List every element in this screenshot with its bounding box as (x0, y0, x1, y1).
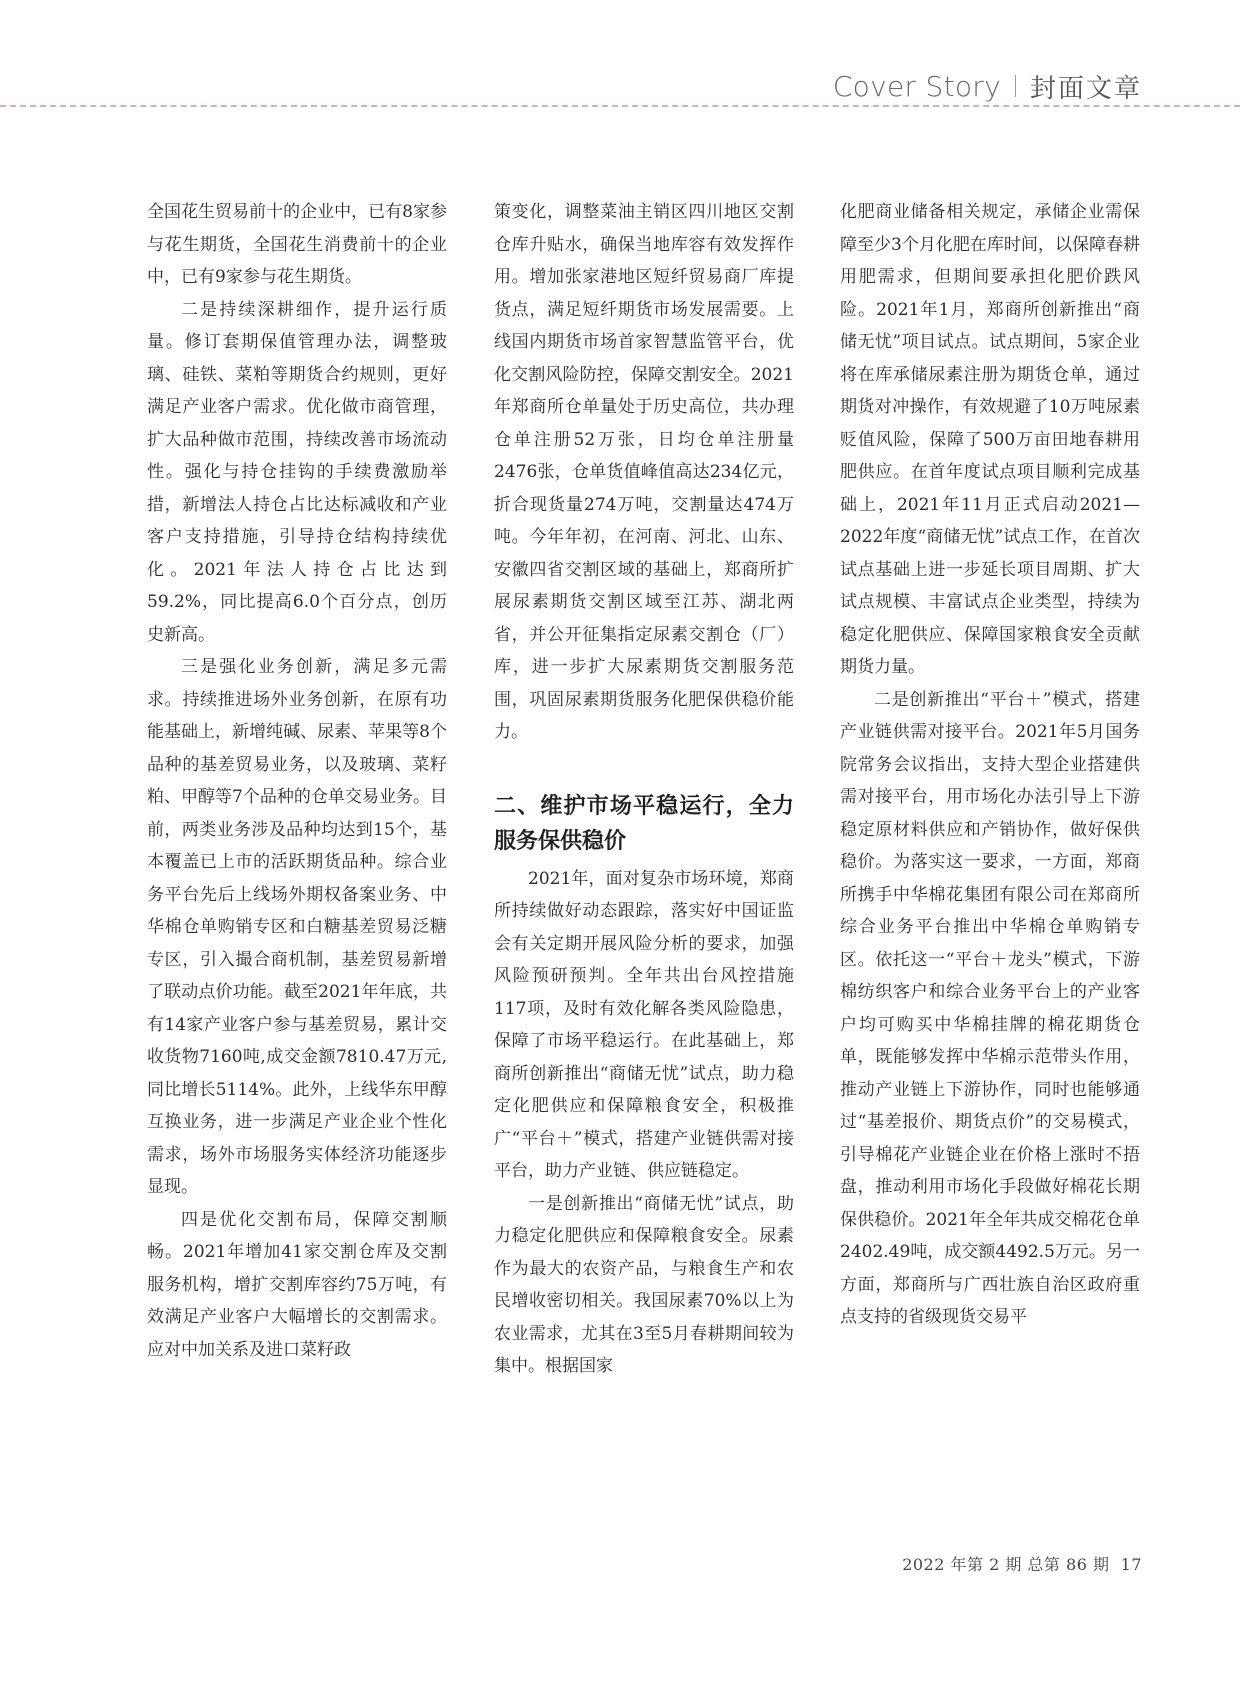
issue-info: 2022 年第 2 期 总第 86 期 (902, 1555, 1110, 1574)
body-paragraph: 策变化，调整菜油主销区四川地区交割仓库升贴水，确保当地库容有效发挥作用。增加张家港地区短纤贸易商厂库提货点，满足短纤期货市场发展需要。上线国内期货市场首家智慧监管平台，优化交割风险防控，保障交割安全。2021年郑商所仓单量处于历史高位，共办理仓单注册52万张，日均仓单注册量2476张，仓单货值峰值高达234亿元，折合现货量274万吨，交割量达474万吨。今年年初，在河南、河北、山东、安徽四省交割区域的基础上，郑商所扩展尿素期货交割区域至江苏、湖北两省，并公开征集指定尿素交割仓（厂）库，进一步扩大尿素期货交割服务范围，巩固尿素期货服务化肥保供稳价能力。 (494, 202, 794, 742)
text-column-1 (147, 196, 447, 1366)
body-paragraph: 二是创新推出“平台＋”模式，搭建产业链供需对接平台。2021年5月国务院常务会议指出，支持大型企业搭建供需对接平台，用市场化办法引导上下游稳定原材料供应和产销协作，做好保供稳价。为落实这一要求，一方面，郑商所携手中华棉花集团有限公司在郑商所综合业务平台推出中华棉仓单购销专区。依托这一“平台＋龙头”模式，下游棉纺织客户和综合业务平台上的产业客户均可购买中华棉挂牌的棉花期货仓单，既能够发挥中华棉示范带头作用，推动产业链上下游协作，同时也能够通过“基差报价、期货点价”的交易模式，引导棉花产业链企业在价格上涨时不捂盘，推动利用市场化手段做好棉花长期保供稳价。2021年全年共成交棉花仓单2402.49吨，成交额4492.5万元。另一方面，郑商所与广西壮族自治区政府重点支持的省级现货交易平 (840, 689, 1140, 1327)
body-paragraph: 2021年，面对复杂市场环境，郑商所持续做好动态跟踪，落实好中国证监会有关定期开展风险分析的要求，加强风险预研预判。全年共出台风控措施117项，及时有效化解各类风险隐患，保障了市场平稳运行。在此基础上，郑商所创新推出“商储无忧”试点，助力稳定化肥供应和保障粮食安全，积极推广“平台＋”模式，搭建产业链供需对接平台，助力产业链、供应链稳定。 (494, 868, 794, 1181)
section-heading: 二、维护市场平稳运行，全力服务保供稳价 (494, 793, 794, 854)
body-paragraph: 一是创新推出“商储无忧”试点，助力稳定化肥供应和保障粮食安全。尿素作为最大的农资产品，与粮食生产和农民增收密切相关。我国尿素70%以上为农业需求，尤其在3至5月春耕期间较为集中。根据国家 (494, 1193, 794, 1376)
text-column-2 (494, 196, 794, 1383)
page-number: 17 (1120, 1555, 1142, 1574)
body-paragraph: 化肥商业储备相关规定，承储企业需保障至少3个月化肥在库时间，以保障春耕用肥需求，但期间要承担化肥价跌风险。2021年1月，郑商所创新推出“商储无忧”项目试点。试点期间，5家企业将在库承储尿素注册为期货仓单，通过期货对冲操作，有效规避了10万吨尿素贬值风险，保障了500万亩田地春耕用肥供应。在首年度试点项目顺利完成基础上，2021年11月正式启动2021—2022年度“商储无忧”试点工作，在首次试点基础上进一步延长项目周期、扩大试点规模、丰富试点企业类型，持续为稳定化肥供应、保障国家粮食安全贡献期货力量。 (840, 202, 1140, 677)
running-header (833, 62, 1142, 110)
body-paragraph: 三是强化业务创新，满足多元需求。持续推进场外业务创新，在原有功能基础上，新增纯碱、尿素、苹果等8个品种的基差贸易业务，以及玻璃、菜籽粕、甲醇等7个品种的仓单交易业务。目前，两类业务涉及品种均达到15个，基本覆盖已上市的活跃期货品种。综合业务平台先后上线场外期权备案业务、中华棉仓单购销专区和白糖基差贸易泛糖专区，引入撮合商机制，基差贸易新增了联动点价功能。截至2021年年底，共有14家产业客户参与基差贸易，累计交收货物7160吨,成交金额7810.47万元,同比增长5114%。此外，上线华东甲醇互换业务，进一步满足产业企业个性化需求，场外市场服务实体经济功能逐步显现。 (147, 657, 447, 1197)
body-paragraph: 全国花生贸易前十的企业中，已有8家参与花生期货，全国花生消费前十的企业中，已有9家参与花生期货。 (147, 202, 447, 287)
body-paragraph: 四是优化交割布局，保障交割顺畅。2021年增加41家交割仓库及交割服务机构，增扩交割库容约75万吨，有效满足产业客户大幅增长的交割需求。应对中加关系及进口菜籽政 (147, 1209, 447, 1360)
text-column-3 (840, 196, 1140, 1334)
header-dashed-rule (0, 105, 1240, 107)
section-label-cn: 封面文章 (1029, 73, 1142, 104)
section-label-en: Cover Story (832, 69, 1001, 103)
header-divider (1015, 75, 1016, 97)
body-paragraph: 二是持续深耕细作，提升运行质量。修订套期保值管理办法，调整玻璃、硅铁、菜粕等期货合约规则，更好满足产业客户需求。优化做市商管理，扩大品种做市范围，持续改善市场流动性。强化与持仓挂钩的手续费激励举措，新增法人持仓占比达标减收和产业客户支持措施，引导持仓结构持续优化。2021年法人持仓占比达到59.2%，同比提高6.0个百分点，创历史新高。 (147, 299, 447, 645)
page-footer (902, 1552, 1142, 1575)
